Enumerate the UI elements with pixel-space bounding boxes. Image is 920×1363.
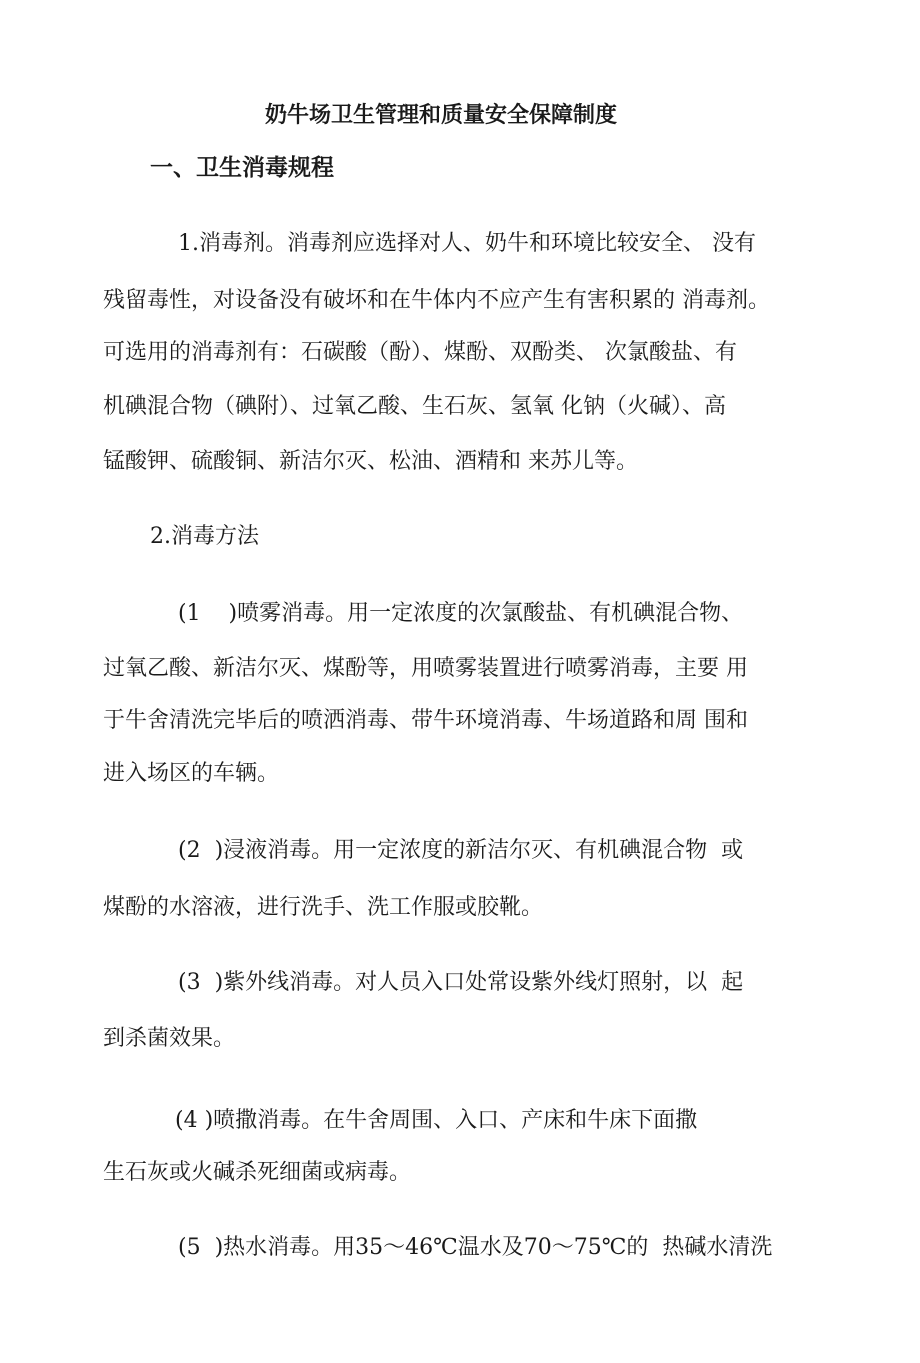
paragraph-line: (4 )喷撒消毒。在牛舍周围、入口、产床和牛床下面撒 [175, 1108, 698, 1133]
paragraph-line: 生石灰或火碱杀死细菌或病毒。 [103, 1160, 412, 1185]
paragraph-line: 锰酸钾、硫酸铜、新洁尔灭、松油、酒精和 来苏儿等。 [103, 449, 638, 474]
paragraph-line: 进入场区的车辆。 [103, 761, 280, 786]
paragraph-line: 可选用的消毒剂有：石碳酸（酚）、煤酚、双酚类、 次氯酸盐、有 [103, 340, 737, 365]
paragraph-line: (2 )浸液消毒。用一定浓度的新洁尔灭、有机碘混合物 或 [178, 838, 744, 863]
paragraph-line: 机碘混合物（碘附）、过氧乙酸、生石灰、氢氧 化钠（火碱）、高 [103, 394, 726, 419]
paragraph-line: (3 )紫外线消毒。对人员入口处常设紫外线灯照射，以 起 [178, 970, 744, 995]
paragraph-line: 于牛舍清洗完毕后的喷洒消毒、带牛环境消毒、牛场道路和周 围和 [103, 708, 748, 733]
section-heading: 一、卫生消毒规程 [150, 154, 334, 181]
paragraph-line: 残留毒性，对设备没有破坏和在牛体内不应产生有害积累的 消毒剂。 [103, 288, 770, 313]
subsection-heading: 2.消毒方法 [150, 524, 259, 549]
paragraph-line: 过氧乙酸、新洁尔灭、煤酚等，用喷雾装置进行喷雾消毒，主要 用 [103, 656, 748, 681]
paragraph-line: 1.消毒剂。消毒剂应选择对人、奶牛和环境比较安全、 没有 [178, 231, 756, 256]
paragraph-line: (1 )喷雾消毒。用一定浓度的次氯酸盐、有机碘混合物、 [178, 601, 744, 626]
paragraph-line: 到杀菌效果。 [103, 1026, 236, 1051]
paragraph-line: 煤酚的水溶液，进行洗手、洗工作服或胶靴。 [103, 895, 544, 920]
paragraph-line: (5 )热水消毒。用35〜46℃温水及70〜75℃的 热碱水清洗 [178, 1235, 773, 1260]
document-title: 奶牛场卫生管理和质量安全保障制度 [265, 102, 618, 128]
